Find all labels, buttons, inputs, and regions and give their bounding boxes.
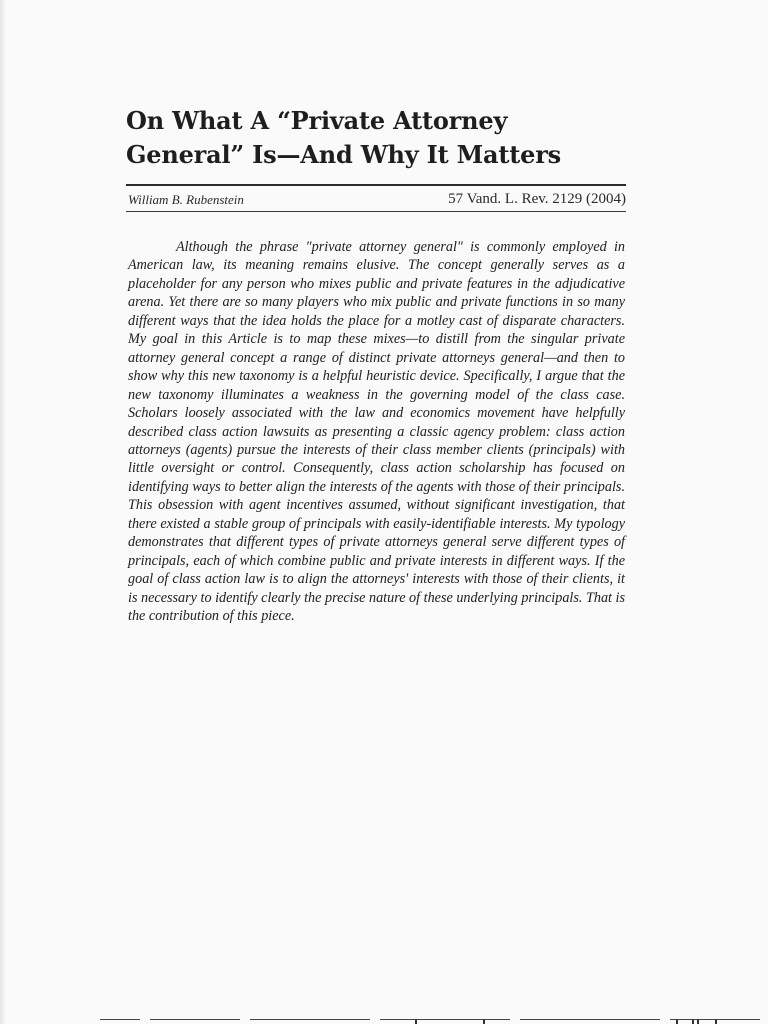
scan-tick [415,1019,417,1024]
scan-dash [100,1019,140,1020]
article-title [126,104,646,172]
scan-dash [380,1019,510,1020]
scan-edge-shadow [0,0,6,1024]
title-line-1: On What A “Private Attorney [126,106,508,135]
scan-tick [676,1019,678,1024]
title-line-2: General” Is—And Why It Matters [126,140,561,169]
scan-tick [483,1019,485,1024]
header-rule-top [126,184,626,186]
scan-tick [715,1019,717,1024]
abstract-paragraph: Although the phrase "private attorney general" is commonly employed in American law, its meaning remains elusive. The concept generally serves as a placeholder for any person who mixes public and private features in the adjudicative arena. Yet there are so many players who mix public and private functions in so many different ways that the idea holds the place for a motley cast of disparate characters. My goal in this Article is to map these mixes—to distill from the singular private attorney general concept a range of distinct private attorneys general—and then to show why this new taxonomy is a helpful heuristic device. Specifically, I argue that the new taxonomy illuminates a weakness in the governing model of the class case. Scholars loosely associated with the law and economics movement have helpfully described class action lawsuits as presenting a classic agency problem: class action attorneys (agents) pursue the interests of their class member clients (principals) with little oversight or control. Consequently, class action scholarship has focused on identifying ways to better align the interests of the agents with those of their principals. This obsession with agent incentives assumed, without significant investigation, that there existed a stable group of principals with easily-identifiable interests. My typology demonstrates that different types of private attorneys general serve different types of principals, each of which combine public and private interests in different ways. If the goal of class action law is to align the attorneys' interests with those of their clients, it is necessary to identify clearly the precise nature of these underlying principals. That is the contribution of this piece. [128,239,625,625]
citation: 57 Vand. L. Rev. 2129 (2004) [448,191,626,207]
scan-dash [520,1019,660,1020]
scan-dash [250,1019,370,1020]
author-byline: William B. Rubenstein [128,192,244,207]
scan-tick [697,1019,699,1024]
scan-dash [150,1019,240,1020]
scan-tick [692,1019,694,1024]
header-rule-bottom [126,211,626,212]
scan-artifact-bottom [100,1014,768,1024]
